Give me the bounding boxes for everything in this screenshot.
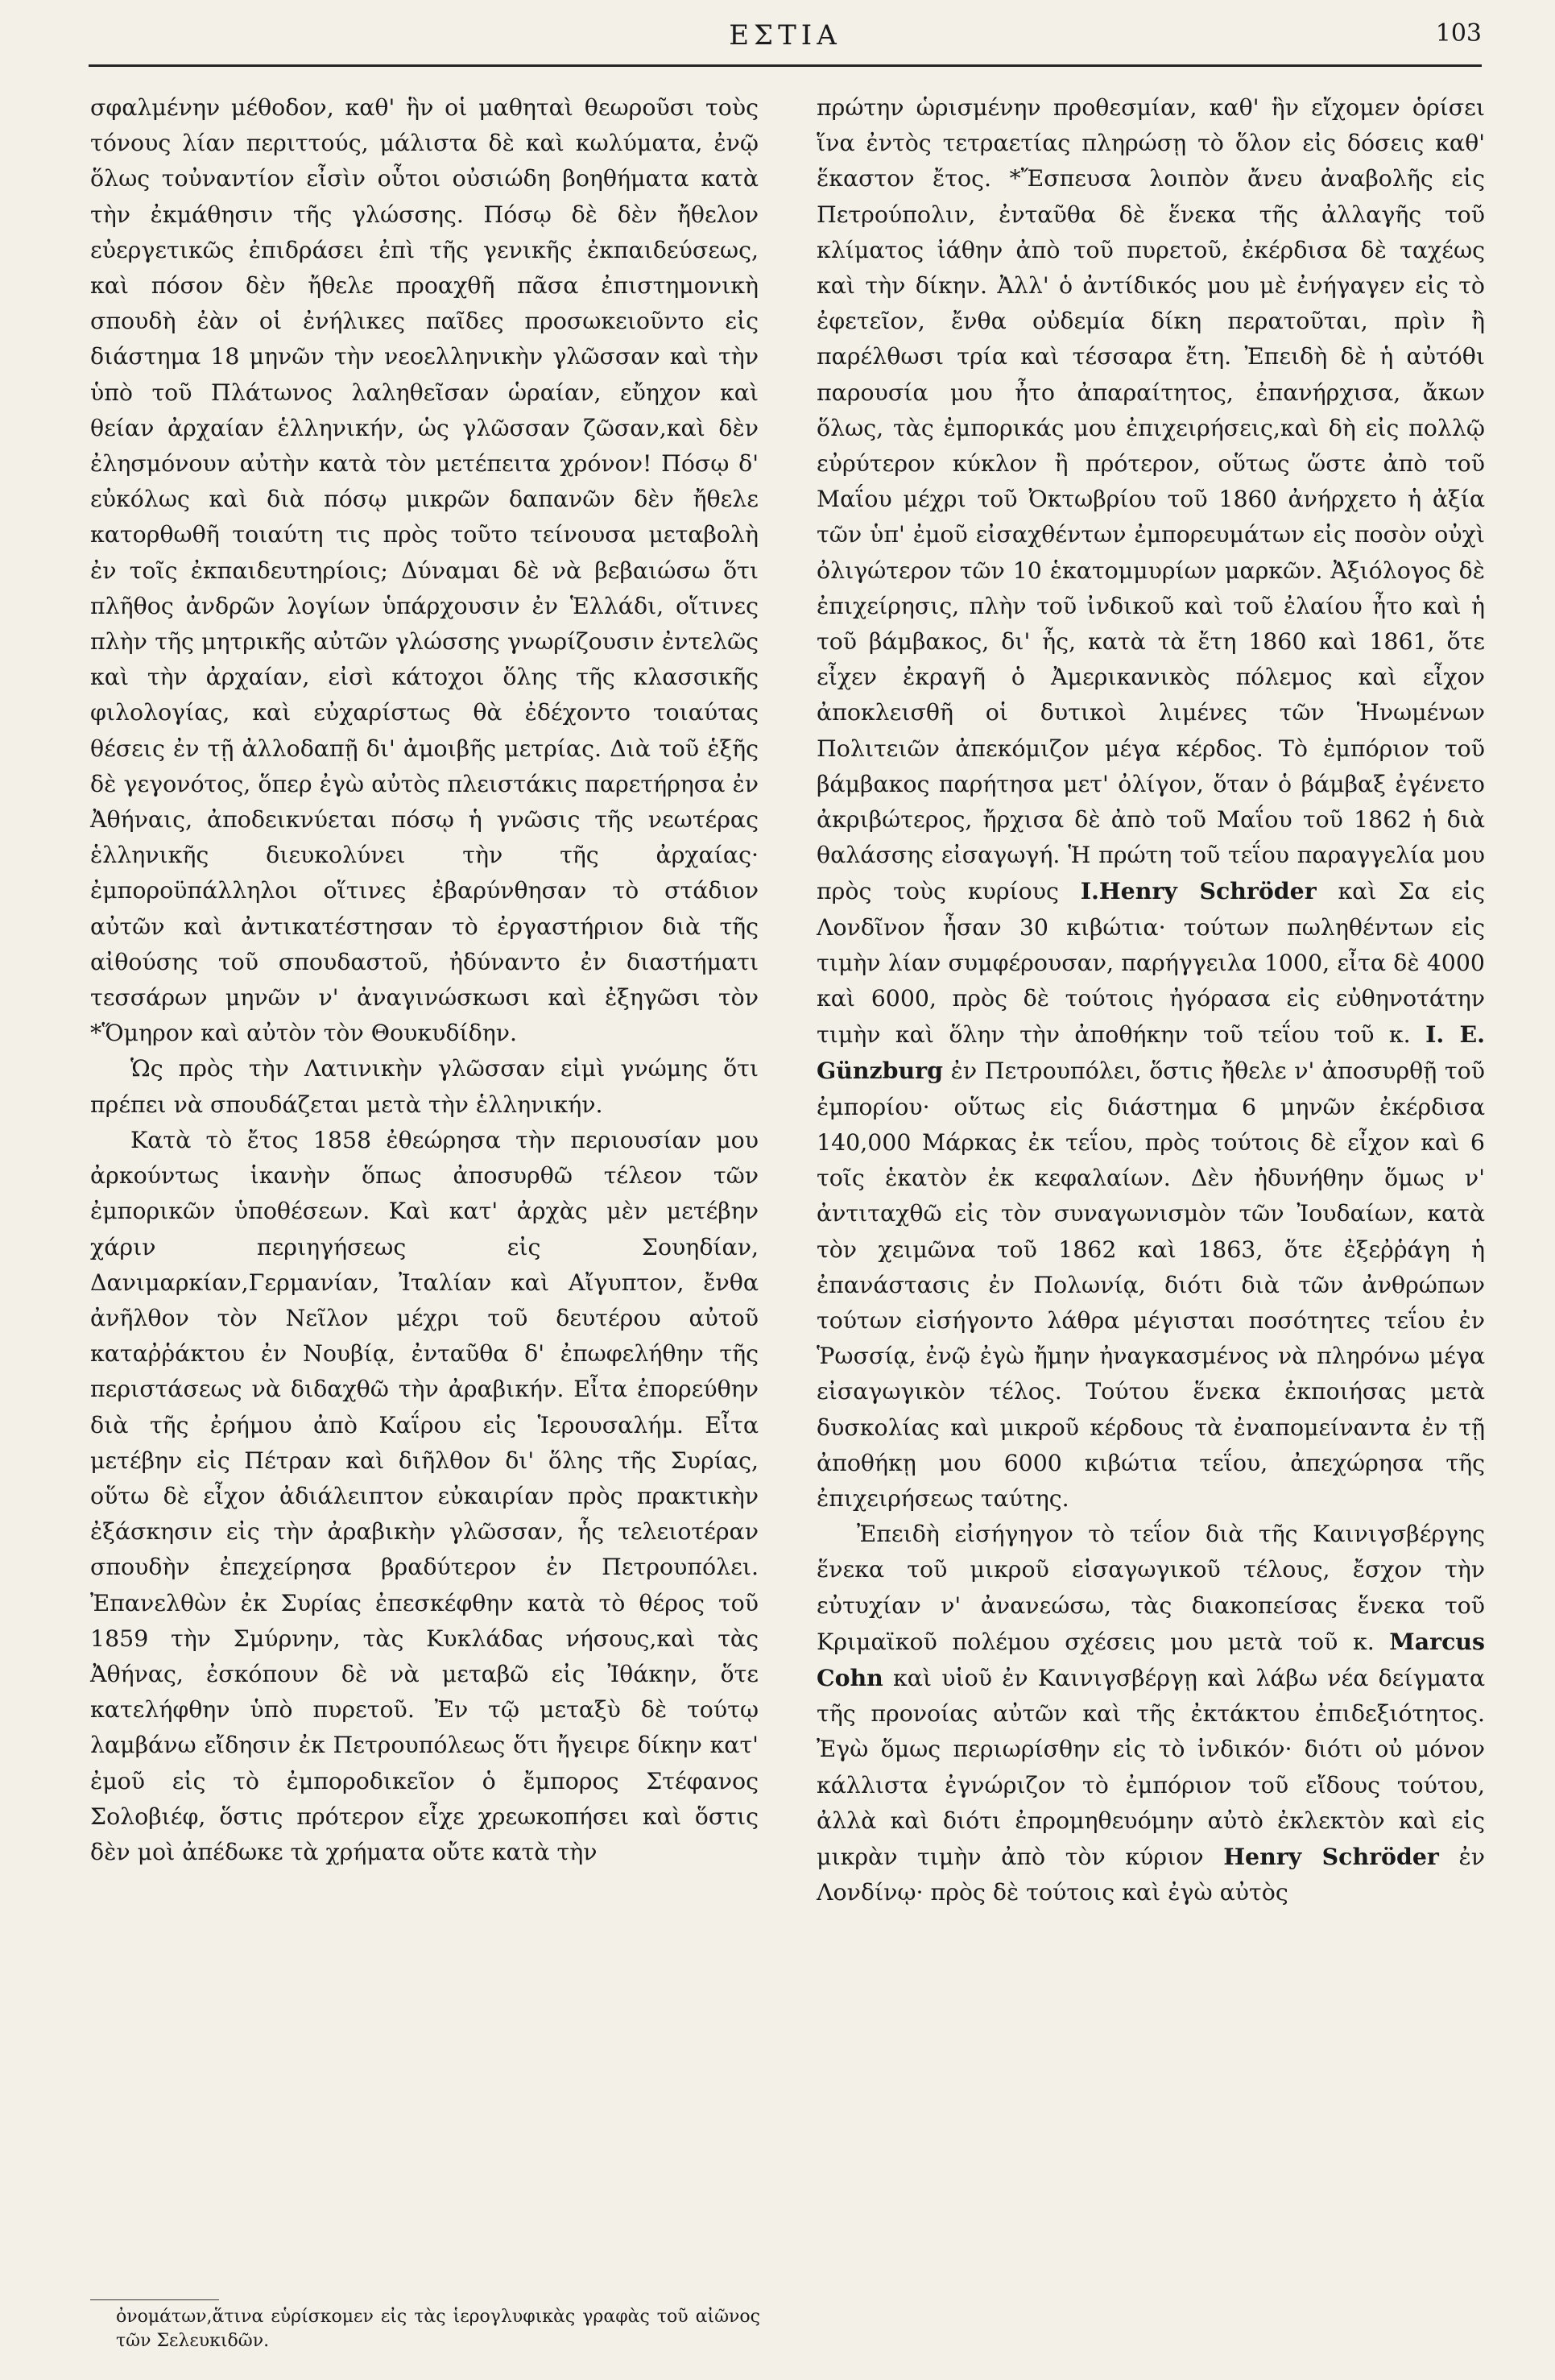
person-name: Marcus Cohn: [817, 1627, 1485, 1691]
right-paragraph-1: [817, 90, 1485, 1517]
text-run: ἐν Λονδίνῳ· πρὸς δὲ τούτοις καὶ ἐγὼ αὐτὸς: [817, 1843, 1485, 1906]
person-name: Henry Schröder: [1223, 1842, 1439, 1870]
page-header: [89, 11, 1482, 61]
footnote-rule: [90, 2299, 219, 2300]
footnote: ὀνομάτων,ἅτινα εὑρίσκομεν εἰς τὰς ἱερογλυφικὰς γραφὰς τοῦ αἰῶνος τῶν Σελευκιδῶν.: [116, 2307, 760, 2351]
right-column: [817, 90, 1485, 1910]
left-paragraph-3: Κατὰ τὸ ἔτος 1858 ἐθεώρησα τὴν περιουσίαν μου ἀρκούντως ἱκανὴν ὅπως ἀποσυρθῶ τέλεον τῶν ἐμπορικῶν ὑποθέσεων. Καὶ κατ' ἀρχὰς μὲν μετέβην χάριν περιηγήσεως εἰς Σουηδίαν, Δανιμαρκίαν,Γερμανίαν, Ἰταλίαν καὶ Αἴγυπτον, ἔνθα ἀνῆλθον τὸν Νεῖλον μέχρι τοῦ δευτέρου αὐτοῦ καταῤῥάκτου ἐν Νουβίᾳ, ἐνταῦθα δ' ἐπωφελήθην τῆς περιστάσεως νὰ διδαχθῶ τὴν ἀραβικήν. Εἶτα ἐπορεύθην διὰ τῆς ἐρήμου ἀπὸ Καΐρου εἰς Ἱερουσαλήμ. Εἶτα μετέβην εἰς Πέτραν καὶ διῆλθον δι' ὅλης τῆς Συρίας, οὕτω δὲ εἶχον ἀδιάλειπτον εὐκαιρίαν πρὸς πρακτικὴν ἐξάσκησιν εἰς τὴν ἀραβικὴν γλῶσσαν, ἧς τελειοτέραν σπουδὴν ἐπεχείρησα βραδύτερον ἐν Πετρουπόλει. Ἐπανελθὼν ἐκ Συρίας ἐπεσκέφθην κατὰ τὸ θέρος τοῦ 1859 τὴν Σμύρνην, τὰς Κυκλάδας νήσους,καὶ τὰς Ἀθήνας, ἐσκόπουν δὲ νὰ μεταβῶ εἰς Ἰθάκην, ὅτε κατελήφθην ὑπὸ πυρετοῦ. Ἐν τῷ μεταξὺ δὲ τούτῳ λαμβάνω εἴδησιν ἐκ Πετρουπόλεως ὅτι ἤγειρε δίκην κατ' ἐμοῦ εἰς τὸ ἐμποροδικεῖον ὁ ἔμπορος Στέφανος Σολοβιέφ, ὅστις πρότερον εἶχε χρεωκοπήσει καὶ ὅστις δὲν μοὶ ἀπέδωκε τὰ χρήματα οὔτε κατὰ τὴν: [90, 1126, 759, 1865]
person-name: I. E. Günzburg: [817, 1020, 1485, 1085]
text-run: ἐν Πετρουπόλει, ὅστις ἤθελε ν' ἀποσυρθῇ τοῦ ἐμπορίου· οὕτως εἰς διάστημα 6 μηνῶν ἐκέρδισα 140,000 Μάρκας ἐκ τεΐου, πρὸς τούτοις δὲ εἶχον καὶ 6 τοῖς ἑκατὸν ἐκ κεφαλαίων. Δὲν ἠδυνήθην ὅμως ν' ἀντιταχθῶ εἰς τὸν συναγωνισμὸν τῶν Ἰουδαίων, κατὰ τὸν χειμῶνα τοῦ 1862 καὶ 1863, ὅτε ἐξεῤῥάγη ἡ ἐπανάστασις ἐν Πολωνίᾳ, διότι διὰ τῶν ἀνθρώπων τούτων εἰσήγοντο λάθρα μέγισται ποσότητες τεΐου ἐν Ῥωσσίᾳ, ἐνῷ ἐγὼ ἤμην ἠναγκασμένος νὰ πληρόνω μέγα εἰσαγωγικὸν τέλος. Τούτου ἕνεκα ἐκποιήσας μετὰ δυσκολίας καὶ μικροῦ κέρδους τὰ ἐναπομείναντα ἐν τῇ ἀποθήκῃ μου 6000 κιβώτια τεΐου, ἀπεχώρησα τῆς ἐπιχειρήσεως ταύτης.: [817, 1058, 1485, 1512]
text-run: καὶ Σα εἰς Λονδῖνον ἦσαν 30 κιβώτια· τούτων πωληθέντων εἰς τιμὴν λίαν συμφέρουσαν, παρήγγειλα 1000, εἶτα δὲ 4000 καὶ 6000, πρὸς δὲ τούτοις ἠγόρασα εἰς εὐθηνοτάτην τιμὴν καὶ ὅλην τὴν ἀποθήκην τοῦ τεΐου τοῦ κ.: [817, 878, 1486, 1049]
left-column: [90, 90, 759, 1870]
text-run: πρώτην ὡρισμένην προθεσμίαν, καθ' ἣν εἴχομεν ὁρίσει ἵνα ἐντὸς τετραετίας πληρώσῃ τὸ ὅλον εἰς δόσεις καθ' ἕκαστον ἔτος. *Ἔσπευσα λοιπὸν ἄνευ ἀναβολῆς εἰς Πετρούπολιν, ἐνταῦθα δὲ ἕνεκα τῆς ἀλλαγῆς τοῦ κλίματος ἰάθην ἀπὸ τοῦ πυρετοῦ, ἐκέρδισα δὲ ταχέως καὶ τὴν δίκην. Ἀλλ' ὁ ἀντίδικός μου μὲ ἐνήγαγεν εἰς τὸ ἐφετεῖον, ἔνθα οὐδεμία δίκη περατοῦται, πρὶν ἢ παρέλθωσι τρία καὶ τέσσαρα ἔτη. Ἐπειδὴ δὲ ἡ αὐτόθι παρουσία μου ἦτο ἀπαραίτητος, ἐπανήρχισα, ἄκων ὅλως, τὰς ἐμπορικάς μου ἐπιχειρήσεις,καὶ δὴ εἰς πολλῷ εὐρύτερον κύκλον ἢ πρότερον, οὕτως ὥστε ἀπὸ τοῦ Μαΐου μέχρι τοῦ Ὀκτωβρίου τοῦ 1860 ἀνήρχετο ἡ ἀξία τῶν ὑπ' ἐμοῦ εἰσαχθέντων ἐμπορευμάτων εἰς ποσὸν οὐχὶ ὀλιγώτερον τῶν 10 ἑκατομμυρίων μαρκῶν. Ἀξιόλογος δὲ ἐπιχείρησις, πλὴν τοῦ ἰνδικοῦ καὶ τοῦ ἐλαίου ἦτο καὶ ἡ τοῦ βάμβακος, δι' ἧς, κατὰ τὰ ἔτη 1860 καὶ 1861, ὅτε εἶχεν ἐκραγῆ ὁ Ἀμερικανικὸς πόλεμος καὶ εἶχον ἀποκλεισθῆ οἱ δυτικοὶ λιμένες τῶν Ἡνωμένων Πολιτειῶν ἀπεκόμιζον μέγα κέρδος. Τὸ ἐμπόριον τοῦ βάμβακος παρήτησα μετ' ὀλίγον, ὅταν ὁ βάμβαξ ἐγένετο ἀκριβώτερος, ἤρχισα δὲ ἀπὸ τοῦ Μαΐου τοῦ 1862 ἡ διὰ θαλάσσης εἰσαγωγή. Ἡ πρώτη τοῦ τεΐου παραγγελία μου πρὸς τοὺς κυρίους: [817, 94, 1485, 905]
left-paragraph-1: σφαλμένην μέθοδον, καθ' ἣν οἱ μαθηταὶ θεωροῦσι τοὺς τόνους λίαν περιττούς, μάλιστα δὲ καὶ κωλύματα, ἐνῷ ὅλως τοὐναντίον εἶσὶν οὗτοι οὐσιώδη βοηθήματα κατὰ τὴν ἐκμάθησιν τῆς γλώσσης. Πόσῳ δὲ δὲν ἤθελον εὐεργετικῶς ἐπιδράσει ἐπὶ τῆς γενικῆς ἐκπαιδεύσεως, καὶ πόσον δὲν ἤθελε προαχθῆ πᾶσα ἐπιστημονικὴ σπουδὴ ἐὰν οἱ ἐνήλικες παῖδες προσωκειοῦντο εἰς διάστημα 18 μηνῶν τὴν νεοελληνικὴν γλῶσσαν καὶ τὴν ὑπὸ τοῦ Πλάτωνος λαληθεῖσαν ὡραίαν, εὔηχον καὶ θείαν ἀρχαίαν ἑλληνικήν, ὡς γλῶσσαν ζῶσαν,καὶ δὲν ἐλησμόνουν αὐτὴν κατὰ τὸν μετέπειτα χρόνον! Πόσῳ δ' εὐκόλως καὶ διὰ πόσῳ μικρῶν δαπανῶν δὲν ἤθελε κατορθωθῆ τοιαύτη τις πρὸς τοῦτο τείνουσα μεταβολὴ ἐν τοῖς ἐκπαιδευτηρίοις; Δύναμαι δὲ νὰ βεβαιώσω ὅτι πλῆθος ἀνδρῶν λογίων ὑπάρχουσιν ἐν Ἑλλάδι, οἵτινες πλὴν τῆς μητρικῆς αὐτῶν γλώσσης γνωρίζουσιν ἐντελῶς καὶ τὴν ἀρχαίαν, εἰσὶ κάτοχοι ὅλης τῆς κλασσικῆς φιλολογίας, καὶ εὐχαρίστως θὰ ἐδέχοντο τοιαύτας θέσεις ἐν τῇ ἀλλοδαπῇ δι' ἀμοιβῆς μετρίας. Διὰ τοῦ ἑξῆς δὲ γεγονότος, ὅπερ ἐγὼ αὐτὸς πλειστάκις παρετήρησα ἐν Ἀθήναις, ἀποδεικνύεται πόσῳ ἡ γνῶσις τῆς νεωτέρας ἑλληνικῆς διευκολύνει τὴν τῆς ἀρχαίας· ἐμποροϋπάλληλοι οἵτινες ἐβαρύνθησαν τὸ στάδιον αὐτῶν καὶ ἀντικατέστησαν τὸ ἐργαστήριον διὰ τῆς αἰθούσης τοῦ σπουδαστοῦ, ἠδύναντο ἐν διαστήματι τεσσάρων μηνῶν ν' ἀναγινώσκωσι καὶ ἐξηγῶσι τὸν *Ὅμηρον καὶ αὐτὸν τὸν Θουκυδίδην.: [90, 94, 759, 1047]
text-run: Ἐπειδὴ εἰσήγηγον τὸ τεΐον διὰ τῆς Καινιγσβέργης ἕνεκα τοῦ μικροῦ εἰσαγωγικοῦ τέλους, ἔσχον τὴν εὐτυχίαν ν' ἀνανεώσω, τὰς διακοπείσας ἕνεκα τοῦ Κριμαϊκοῦ πολέμου σχέσεις μου μετὰ τοῦ κ.: [817, 1521, 1485, 1655]
right-paragraph-2: [817, 1517, 1485, 1910]
running-head: ΕΣΤΙΑ: [729, 19, 842, 52]
person-name: I.Henry Schröder: [1080, 877, 1317, 905]
header-rule: [89, 64, 1482, 67]
text-run: καὶ υἱοῦ ἐν Καινιγσβέργῃ καὶ λάβω νέα δείγματα τῆς προνοίας αὐτῶν καὶ τῆς ἐκτάκτου ἐπιδεξιότητος. Ἐγὼ ὅμως περιωρίσθην εἰς τὸ ἰνδικόν· διότι οὐ μόνον κάλλιστα ἐγνώριζον τὸ ἐμπόριον τοῦ εἴδους τούτου, ἀλλὰ καὶ διότι ἐπρομηθευόμην αὐτὸ ἐκλεκτὸν καὶ εἰς μικρὰν τιμὴν ἀπὸ τὸν κύριον: [817, 1664, 1485, 1870]
page-number: 103: [1435, 19, 1482, 48]
left-paragraph-2: Ὡς πρὸς τὴν Λατινικὴν γλῶσσαν εἰμὶ γνώμης ὅτι πρέπει νὰ σπουδάζεται μετὰ τὴν ἑλληνικήν.: [90, 1055, 759, 1118]
